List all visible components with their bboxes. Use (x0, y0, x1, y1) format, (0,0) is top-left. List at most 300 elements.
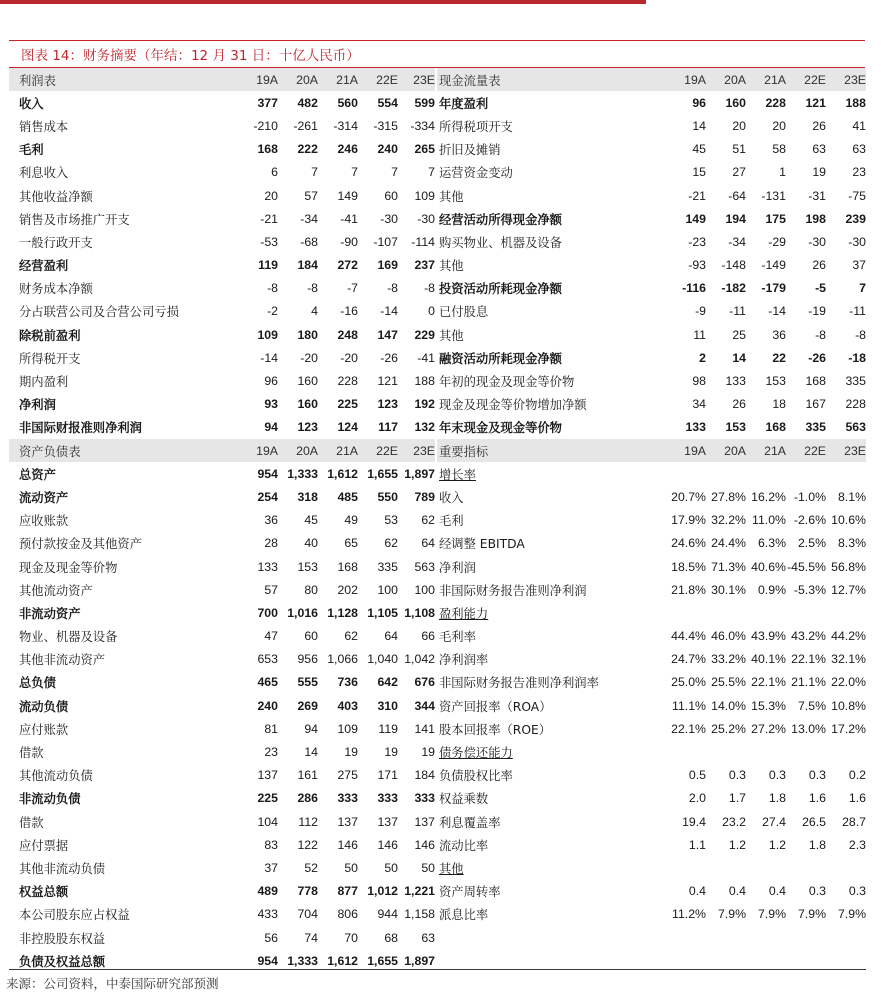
cell-21A: -41 (340, 211, 358, 226)
right-table-row (437, 671, 866, 694)
cell-20A: 956 (297, 652, 318, 667)
cell-20A: 94 (304, 721, 318, 736)
cell-19A: 954 (257, 466, 278, 481)
row-label: 销售成本 (19, 119, 69, 134)
row-label: 权益总额 (19, 885, 69, 900)
row-label: 负债及权益总额 (19, 954, 106, 969)
cell-22E: 26.5 (802, 814, 826, 829)
cell-22E: 13.0% (791, 721, 826, 736)
right-table-row (437, 810, 866, 833)
cell-20A: 20A (724, 443, 746, 458)
cell-21A: 246 (337, 142, 358, 157)
cell-21A: 15.3% (751, 698, 786, 713)
cell-21A: 27.4 (762, 814, 786, 829)
left-section-header (9, 68, 435, 91)
right-table-row (437, 369, 866, 392)
cell-20A: 71.3% (711, 559, 746, 574)
cell-23E: 1,158 (404, 907, 435, 922)
cell-22E: 22.1% (791, 652, 826, 667)
cell-21A: 275 (337, 768, 358, 783)
cell-21A: 1.8 (768, 791, 786, 806)
cell-22E: 123 (377, 397, 398, 412)
right-table-row (437, 601, 866, 624)
cell-22E: -5.3% (793, 582, 826, 597)
right-table-row (437, 555, 866, 578)
cell-19A: 489 (257, 884, 278, 899)
right-table-row (437, 230, 866, 253)
left-table-row (9, 346, 435, 369)
cell-23E: -75 (848, 188, 866, 203)
cell-23E: 37 (852, 258, 866, 273)
right-table-row (437, 184, 866, 207)
left-table-row (9, 694, 435, 717)
cell-22E: 1.8 (808, 837, 826, 852)
row-label: 销售及市场推广开支 (19, 212, 130, 227)
cell-22E: -107 (373, 234, 398, 249)
cell-21A: 175 (765, 211, 786, 226)
cell-21A: 877 (337, 884, 358, 899)
cell-23E: 335 (845, 374, 866, 389)
cell-20A: 74 (304, 930, 318, 945)
cell-22E: -19 (808, 304, 826, 319)
cell-20A: -148 (721, 258, 746, 273)
cell-21A: 146 (337, 837, 358, 852)
left-table-row (9, 625, 435, 648)
row-label: 除税前盈利 (19, 328, 81, 343)
row-label: 所得税开支 (19, 351, 81, 366)
row-label: 收入 (19, 96, 44, 111)
cell-22E: 1.6 (808, 791, 826, 806)
right-table-row (437, 625, 866, 648)
cell-19A: 109 (257, 327, 278, 342)
right-table-row (437, 114, 866, 137)
cell-20A: -68 (300, 234, 318, 249)
cell-22E: 53 (384, 513, 398, 528)
cell-23E: -30 (417, 211, 435, 226)
row-label: 增长率 (439, 467, 476, 482)
row-label: 应付票据 (19, 838, 69, 853)
right-table-row (437, 207, 866, 230)
row-label: 盈利能力 (439, 606, 489, 621)
right-table-row (437, 787, 866, 810)
row-label: 年初的现金及现金等价物 (439, 375, 575, 390)
cell-22E: -30 (380, 211, 398, 226)
left-table-row (9, 833, 435, 856)
cell-21A: 18 (772, 397, 786, 412)
row-label: 流动比率 (439, 838, 489, 853)
cell-20A: 122 (297, 837, 318, 852)
cell-22E: 7 (391, 165, 398, 180)
cell-19A: -23 (688, 234, 706, 249)
cell-22E: 100 (377, 582, 398, 597)
cell-20A: 153 (725, 420, 746, 435)
cell-19A: 104 (257, 814, 278, 829)
cell-22E: 121 (805, 95, 826, 110)
cell-22E: 168 (805, 374, 826, 389)
right-table (437, 68, 866, 972)
cell-20A: 555 (297, 675, 318, 690)
cell-20A: 46.0% (711, 629, 746, 644)
cell-21A: 560 (337, 95, 358, 110)
cell-22E: 167 (805, 397, 826, 412)
cell-22E: 21.1% (791, 675, 826, 690)
cell-19A: 168 (257, 142, 278, 157)
row-label: 经营盈利 (19, 259, 69, 274)
right-table-row (437, 323, 866, 346)
cell-19A: 19A (256, 72, 278, 87)
row-label: 折旧及摊销 (439, 143, 501, 158)
cell-20A: 778 (297, 884, 318, 899)
cell-22E: 22E (804, 443, 826, 458)
row-label: 总资产 (19, 467, 56, 482)
cell-23E: 10.8% (831, 698, 866, 713)
cell-19A: 96 (264, 374, 278, 389)
left-table-row (9, 880, 435, 903)
cell-21A: -16 (340, 304, 358, 319)
left-table-row (9, 926, 435, 949)
cell-23E: 239 (845, 211, 866, 226)
cell-23E: -30 (848, 234, 866, 249)
cell-23E: 62 (421, 513, 435, 528)
cell-23E: 146 (414, 837, 435, 852)
cell-21A: 49 (344, 513, 358, 528)
cell-21A: 43.9% (751, 629, 786, 644)
cell-20A: 80 (304, 582, 318, 597)
cell-19A: 0.4 (688, 884, 706, 899)
cell-19A: 24.6% (671, 536, 706, 551)
right-table-row (437, 926, 866, 949)
left-table-row (9, 416, 435, 439)
row-label: 收入 (439, 490, 464, 505)
right-table-row (437, 903, 866, 926)
cell-21A: -90 (340, 234, 358, 249)
cell-22E: 944 (377, 907, 398, 922)
cell-19A: 11.1% (672, 698, 706, 713)
cell-21A: 21A (336, 443, 358, 458)
cell-23E: 44.2% (831, 629, 866, 644)
cell-21A: 168 (337, 559, 358, 574)
row-label: 非流动负债 (19, 792, 81, 807)
cell-23E: 184 (414, 768, 435, 783)
row-label: 现金及现金等价物增加净额 (439, 398, 587, 413)
cell-22E: 19 (384, 745, 398, 760)
cell-23E: 237 (414, 258, 435, 273)
right-table-row (437, 416, 866, 439)
cell-21A: 124 (337, 420, 358, 435)
cell-23E: 23E (413, 443, 435, 458)
cell-23E: 789 (414, 489, 435, 504)
row-label: 利息覆盖率 (439, 815, 501, 830)
cell-19A: 19A (256, 443, 278, 458)
right-table-row (437, 764, 866, 787)
right-table-row (437, 346, 866, 369)
cell-22E: 0.3 (808, 884, 826, 899)
cell-23E: 17.2% (831, 721, 866, 736)
cell-19A: 240 (257, 698, 278, 713)
cell-19A: -210 (253, 118, 278, 133)
cell-20A: 25.2% (711, 721, 746, 736)
cell-20A: 45 (304, 513, 318, 528)
left-table-row (9, 114, 435, 137)
cell-21A: -314 (333, 118, 358, 133)
row-label: 应收账款 (19, 514, 69, 529)
cell-19A: 20 (264, 188, 278, 203)
right-table-row (437, 254, 866, 277)
cell-21A: 109 (337, 721, 358, 736)
cell-19A: 653 (257, 652, 278, 667)
cell-23E: -11 (849, 304, 866, 319)
right-table-row (437, 578, 866, 601)
cell-22E: -26 (808, 350, 826, 365)
left-table-row (9, 254, 435, 277)
row-label: 股本回报率（ROE） (439, 722, 552, 737)
cell-23E: 1,108 (404, 605, 435, 620)
cell-20A: 184 (297, 258, 318, 273)
cell-21A: 50 (344, 860, 358, 875)
cell-19A: -14 (260, 350, 278, 365)
row-label: 经营活动所得现金净额 (439, 212, 562, 227)
cell-19A: 56 (264, 930, 278, 945)
cell-23E: 23E (413, 72, 435, 87)
row-label: 净利润 (439, 560, 476, 575)
cell-19A: 25.0% (671, 675, 706, 690)
cell-21A: 0.9% (757, 582, 786, 597)
cell-19A: 37 (264, 860, 278, 875)
cell-20A: 180 (297, 327, 318, 342)
cell-20A: 25 (732, 327, 746, 342)
cell-20A: 704 (297, 907, 318, 922)
cell-23E: -8 (855, 327, 866, 342)
cell-19A: 433 (257, 907, 278, 922)
cell-23E: 228 (845, 397, 866, 412)
cell-21A: 7.9% (757, 907, 786, 922)
row-label: 非国际财务报告准则净利润率 (439, 676, 599, 691)
cell-20A: 0.3 (728, 768, 746, 783)
left-table-row (9, 509, 435, 532)
cell-22E: 121 (377, 374, 398, 389)
right-table-row (437, 393, 866, 416)
cell-22E: 1,012 (367, 884, 398, 899)
cell-22E: 22E (804, 72, 826, 87)
cell-23E: 8.1% (837, 489, 866, 504)
left-table-row (9, 161, 435, 184)
cell-19A: 98 (692, 374, 706, 389)
row-label: 年度盈利 (439, 96, 489, 111)
cell-23E: 23 (852, 165, 866, 180)
cell-20A: 482 (297, 95, 318, 110)
cell-20A: 1,333 (287, 466, 318, 481)
cell-20A: 25.5% (711, 675, 746, 690)
cell-19A: -21 (688, 188, 706, 203)
cell-22E: 7.5% (797, 698, 826, 713)
cell-22E: -1.0% (793, 489, 826, 504)
cell-21A: -131 (761, 188, 786, 203)
cell-22E: 1,655 (367, 466, 398, 481)
cell-23E: 188 (845, 95, 866, 110)
cell-23E: 0.2 (848, 768, 866, 783)
cell-21A: -179 (761, 281, 786, 296)
cell-21A: 1.2 (768, 837, 786, 852)
cell-21A: -20 (340, 350, 358, 365)
cell-21A: 403 (337, 698, 358, 713)
cell-23E: 56.8% (831, 559, 866, 574)
cell-19A: 2 (699, 350, 706, 365)
cell-22E: 169 (377, 258, 398, 273)
top-accent-bar (0, 0, 646, 4)
cell-23E: -114 (411, 234, 435, 249)
figure-title-bar (9, 40, 865, 68)
cell-22E: -8 (815, 327, 826, 342)
cell-20A: 7.9% (717, 907, 746, 922)
cell-21A: 7 (351, 165, 358, 180)
left-table-row (9, 138, 435, 161)
cell-22E: 146 (377, 837, 398, 852)
cell-19A: 133 (257, 559, 278, 574)
cell-23E: 64 (421, 536, 435, 551)
cell-23E: 1,042 (404, 652, 435, 667)
cell-20A: -8 (307, 281, 318, 296)
row-label: 财务成本净额 (19, 282, 93, 297)
row-label: 借款 (19, 746, 44, 761)
cell-19A: 96 (692, 95, 706, 110)
cell-20A: 52 (304, 860, 318, 875)
cell-21A: 149 (337, 188, 358, 203)
right-table-row (437, 717, 866, 740)
cell-20A: -261 (293, 118, 318, 133)
cell-22E: -14 (380, 304, 398, 319)
cell-21A: 58 (772, 142, 786, 157)
cell-19A: 14 (692, 118, 706, 133)
left-table-row (9, 277, 435, 300)
cell-23E: 141 (414, 721, 435, 736)
cell-21A: 248 (337, 327, 358, 342)
cell-20A: 60 (304, 629, 318, 644)
cell-19A: 149 (685, 211, 706, 226)
left-table-row (9, 485, 435, 508)
cell-20A: 1.7 (728, 791, 746, 806)
row-label: 期内盈利 (19, 375, 69, 390)
cell-19A: -21 (260, 211, 278, 226)
left-table-row (9, 207, 435, 230)
left-table-row (9, 740, 435, 763)
row-label: 投资活动所耗现金净额 (439, 282, 562, 297)
cell-19A: 83 (264, 837, 278, 852)
cell-23E: 137 (414, 814, 435, 829)
cell-20A: -34 (728, 234, 746, 249)
left-table-row (9, 717, 435, 740)
row-label: 融资活动所耗现金净额 (439, 351, 562, 366)
cell-19A: 44.4% (671, 629, 706, 644)
row-label: 净利润 (19, 398, 56, 413)
cell-20A: 57 (304, 188, 318, 203)
cell-19A: 254 (257, 489, 278, 504)
row-label: 总负债 (19, 676, 56, 691)
cell-22E: -5 (815, 281, 826, 296)
row-label: 派息比率 (439, 908, 489, 923)
cell-22E: 333 (377, 791, 398, 806)
cell-21A: 228 (337, 374, 358, 389)
cell-19A: -93 (688, 258, 706, 273)
right-table-row (437, 740, 866, 763)
cell-19A: 22.1% (671, 721, 706, 736)
left-table-row (9, 787, 435, 810)
row-label: 其他收益净额 (19, 189, 93, 204)
cell-23E: 7 (859, 281, 866, 296)
cell-19A: 119 (258, 258, 278, 273)
right-section-header (437, 68, 866, 91)
right-table-row (437, 833, 866, 856)
cell-21A: 1,612 (327, 953, 358, 968)
cell-23E: 1.6 (848, 791, 866, 806)
cell-19A: 21.8% (671, 582, 706, 597)
cell-21A: 40.6% (751, 559, 786, 574)
row-label: 流动资产 (19, 490, 69, 505)
cell-22E: 642 (377, 675, 398, 690)
left-table-row (9, 671, 435, 694)
cell-22E: -8 (387, 281, 398, 296)
row-label: 毛利 (19, 143, 44, 158)
cell-19A: -116 (682, 281, 706, 296)
cell-21A: 70 (344, 930, 358, 945)
row-label: 非控股股东权益 (19, 931, 106, 946)
left-table-row (9, 578, 435, 601)
row-label: 运营资金变动 (439, 166, 513, 181)
cell-23E: 265 (414, 142, 435, 157)
cell-22E: 22E (376, 72, 398, 87)
row-label: 其他 (439, 189, 464, 204)
cell-20A: -64 (728, 188, 746, 203)
row-label: 其他 (439, 259, 464, 274)
cell-22E: 550 (377, 489, 398, 504)
cell-19A: 225 (257, 791, 278, 806)
row-label: 债务偿还能力 (439, 746, 513, 761)
row-label: 一般行政开支 (19, 235, 93, 250)
left-table-row (9, 810, 435, 833)
left-table-row (9, 323, 435, 346)
cell-23E: 66 (421, 629, 435, 644)
cell-20A: 27 (732, 165, 746, 180)
cell-20A: 14.0% (711, 698, 746, 713)
cell-21A: 11.0% (752, 513, 786, 528)
cell-22E: 117 (378, 420, 398, 435)
cell-19A: 133 (685, 420, 706, 435)
cell-19A: 20.7% (671, 489, 706, 504)
cell-23E: 23E (844, 72, 866, 87)
row-label: 年末现金及现金等价物 (439, 421, 562, 436)
cell-20A: 222 (297, 142, 318, 157)
left-table-row (9, 903, 435, 926)
right-table-row (437, 277, 866, 300)
left-table-row (9, 230, 435, 253)
cell-21A: 22 (772, 350, 786, 365)
left-table-row (9, 184, 435, 207)
cell-19A: 19A (684, 72, 706, 87)
cell-21A: -14 (768, 304, 786, 319)
row-label: 其他非流动资产 (19, 653, 106, 668)
cell-23E: 563 (414, 559, 435, 574)
cell-21A: 168 (765, 420, 786, 435)
right-table-row (437, 485, 866, 508)
cell-21A: 21A (336, 72, 358, 87)
row-label: 现金及现金等价物 (19, 560, 118, 575)
cell-23E: 109 (414, 188, 435, 203)
cell-22E: -45.5% (787, 559, 826, 574)
cell-20A: 1.2 (728, 837, 746, 852)
cell-21A: 202 (337, 582, 358, 597)
cell-23E: 7.9% (837, 907, 866, 922)
cell-23E: 63 (421, 930, 435, 945)
cell-20A: 14 (732, 350, 746, 365)
